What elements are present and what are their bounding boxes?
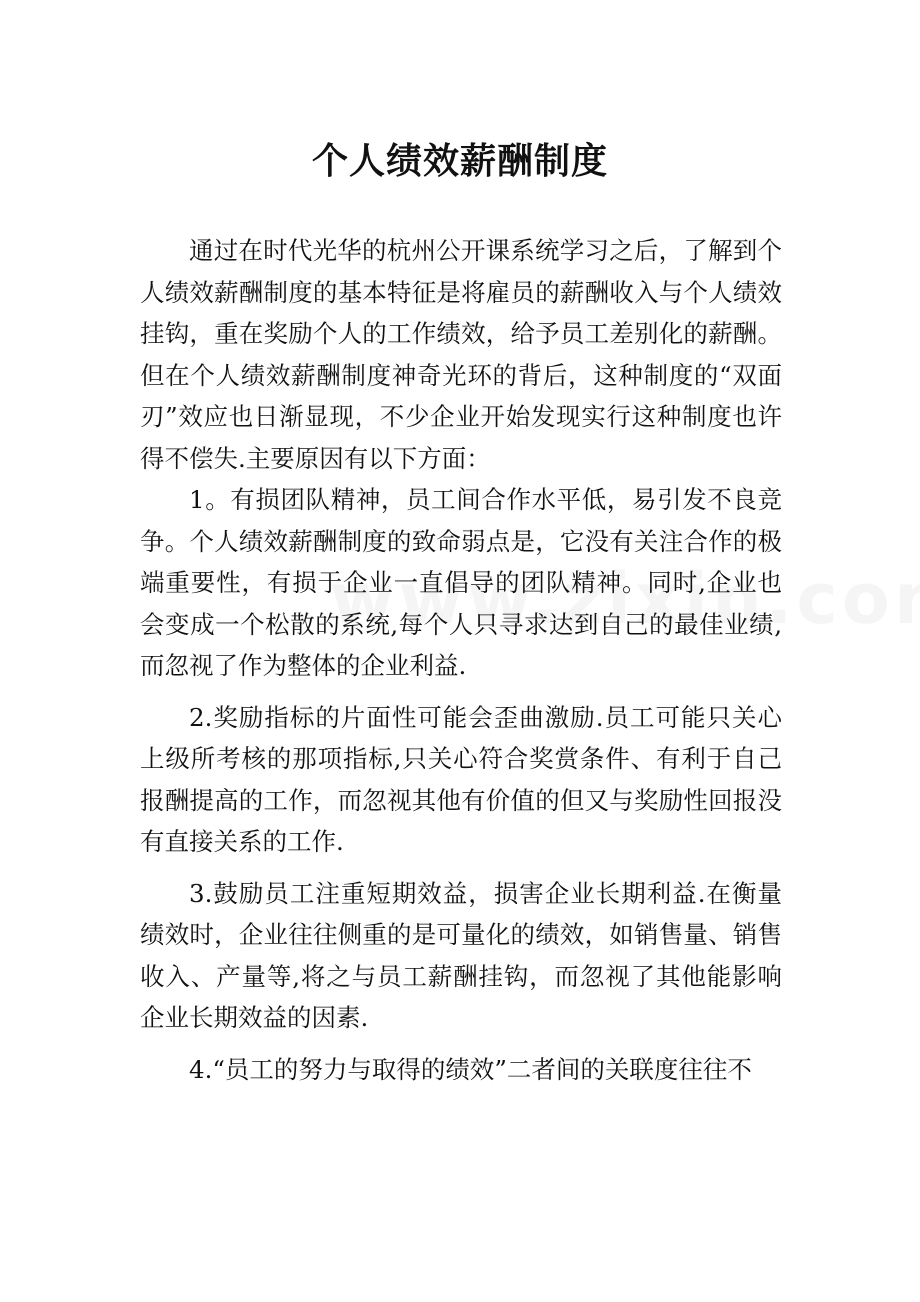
- document-title: 个人绩效薪酬制度: [311, 140, 608, 183]
- paragraph-point-4: 4.“员工的努力与取得的绩效”二者间的关联度往往不: [189, 1054, 752, 1084]
- paragraph-point-2: 2.奖励指标的片面性可能会歪曲激励.员工可能只关心上级所考核的那项指标,只关心符合奖赏条件、有利于自己报酬提高的工作，而忽视其他有价值的但又与奖励性回报没有直接关系的工作.: [140, 702, 782, 856]
- document-body: [140, 230, 782, 1090]
- paragraph-point-3: 3.鼓励员工注重短期效益，损害企业长期利益.在衡量绩效时，企业往往侧重的是可量化的绩效，如销售量、销售收入、产量等,将之与员工薪酬挂钩，而忽视了其他能影响企业长期效益的因素.: [140, 878, 782, 1032]
- paragraph-intro: 通过在时代光华的杭州公开课系统学习之后，了解到个人绩效薪酬制度的基本特征是将雇员的薪酬收入与个人绩效挂钩，重在奖励个人的工作绩效，给予员工差别化的薪酬。但在个人绩效薪酬制度神奇光环的背后，这种制度的“双面刃”效应也日渐显现，不少企业开始发现实行这种制度也许得不偿失.主要原因有以下方面：: [140, 236, 782, 473]
- paragraph-point-1: 1。有损团队精神，员工间合作水平低，易引发不良竞争。个人绩效薪酬制度的致命弱点是，它没有关注合作的极端重要性，有损于企业一直倡导的团队精神。同时,企业也会变成一个松散的系统,每个人只寻求达到自己的最佳业绩,而忽视了作为整体的企业利益.: [140, 485, 782, 680]
